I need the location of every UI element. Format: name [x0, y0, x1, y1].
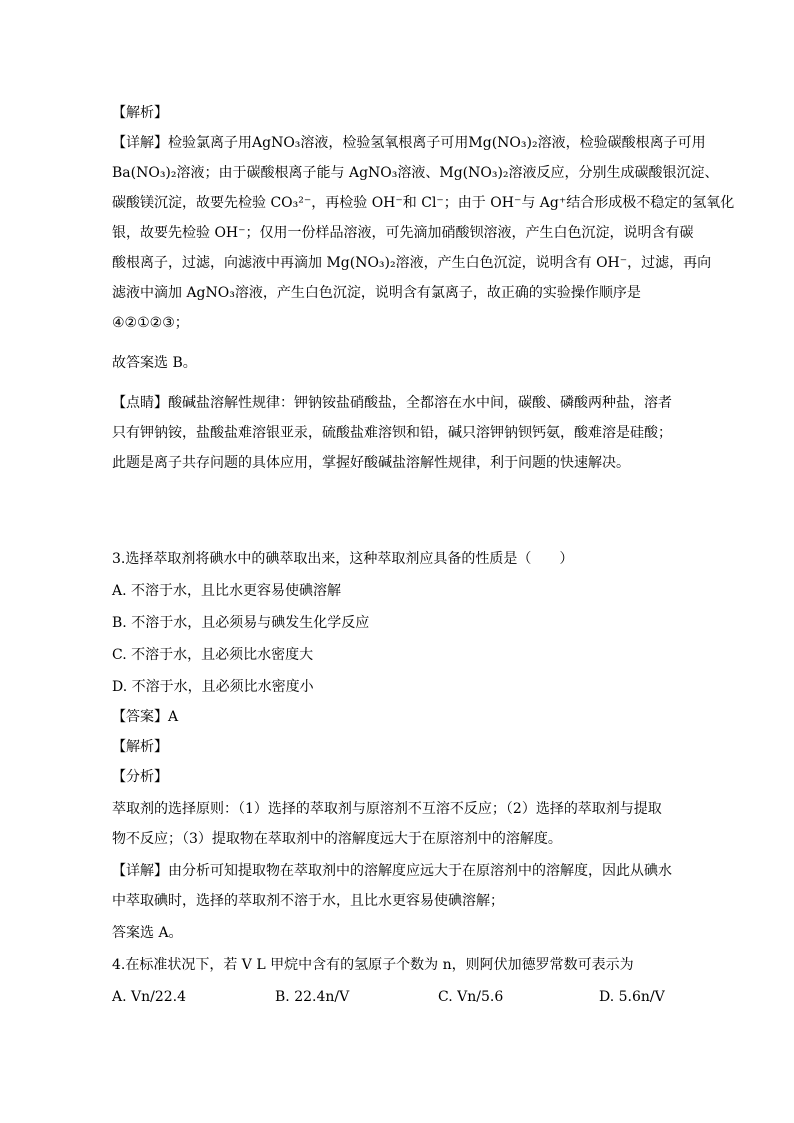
tip-paragraph-line: 此题是离子共存问题的具体应用，掌握好酸碱盐溶解性规律，利于问题的快速解决。: [112, 455, 630, 471]
breakdown-paragraph-line: 物不反应；（3）提取物在萃取剂中的溶解度远大于在原溶剂中的溶解度。: [112, 831, 562, 847]
question-3-stem: 3.选择萃取剂将碘水中的碘萃取出来，这种萃取剂应具备的性质是（ ）: [112, 551, 574, 567]
question-3-option-b: B. 不溶于水，且必须易与碘发生化学反应: [112, 615, 370, 631]
question-4-option-d: D. 5.6n/V: [599, 989, 665, 1005]
question-4-stem: 4.在标准状况下，若 V L 甲烷中含有的氢原子个数为 n，则阿伏加德罗常数可表示为: [112, 957, 634, 973]
tip-paragraph-line: 【点睛】酸碱盐溶解性规律：钾钠铵盐硝酸盐，全都溶在水中间，碳酸、磷酸两种盐，溶者: [112, 395, 672, 411]
answer-conclusion: 答案选 A。: [112, 925, 183, 941]
answer-conclusion: 故答案选 B。: [112, 355, 197, 371]
question-4-option-b: B. 22.4n/V: [275, 989, 350, 1005]
question-3-option-c: C. 不溶于水，且必须比水密度大: [112, 647, 314, 663]
detail-paragraph-line: ④②①②③；: [112, 315, 189, 331]
question-3-option-a: A. 不溶于水，且比水更容易使碘溶解: [112, 583, 342, 599]
detail-paragraph-line: 【详解】检验氯离子用AgNO₃溶液，检验氢氧根离子可用Mg(NO₃)₂溶液，检验碳酸根离子可用: [112, 135, 706, 151]
section-heading-breakdown: 【分析】: [112, 769, 168, 785]
detail-paragraph-line: Ba(NO₃)₂溶液；由于碳酸根离子能与 AgNO₃溶液、Mg(NO₃)₂溶液反应，分别生成碳酸银沉淀、: [112, 165, 719, 181]
detail-paragraph-line: 银，故要先检验 OH⁻；仅用一份样品溶液，可先滴加硝酸钡溶液，产生白色沉淀，说明含有碳: [112, 225, 694, 241]
section-heading-analysis: 【解析】: [112, 739, 168, 755]
detail-paragraph-line: 【详解】由分析可知提取物在萃取剂中的溶解度应远大于在原溶剂中的溶解度，因此从碘水: [112, 863, 672, 879]
breakdown-paragraph-line: 萃取剂的选择原则：（1）选择的萃取剂与原溶剂不互溶不反应；（2）选择的萃取剂与提取: [112, 801, 662, 817]
question-4-option-a: A. Vn/22.4: [112, 989, 187, 1005]
detail-paragraph-line: 中萃取碘时，选择的萃取剂不溶于水，且比水更容易使碘溶解；: [112, 893, 504, 909]
detail-paragraph-line: 酸根离子，过滤，向滤液中再滴加 Mg(NO₃)₂溶液，产生白色沉淀，说明含有 OH⁻，过滤，再向: [112, 255, 712, 271]
detail-paragraph-line: 滤液中滴加 AgNO₃溶液，产生白色沉淀，说明含有氯离子，故正确的实验操作顺序是: [112, 285, 641, 301]
answer-label: 【答案】A: [112, 709, 179, 725]
tip-paragraph-line: 只有钾钠铵，盐酸盐难溶银亚汞，硫酸盐难溶钡和铅，碱只溶钾钠钡钙氨，酸难溶是硅酸；: [112, 425, 672, 441]
question-3-option-d: D. 不溶于水，且必须比水密度小: [112, 679, 314, 695]
question-4-option-c: C. Vn/5.6: [438, 989, 504, 1005]
section-heading-analysis: 【解析】: [112, 105, 168, 121]
detail-paragraph-line: 碳酸镁沉淀，故要先检验 CO₃²⁻，再检验 OH⁻和 Cl⁻；由于 OH⁻与 Ag⁺结合形成极不稳定的氢氧化: [112, 195, 735, 211]
